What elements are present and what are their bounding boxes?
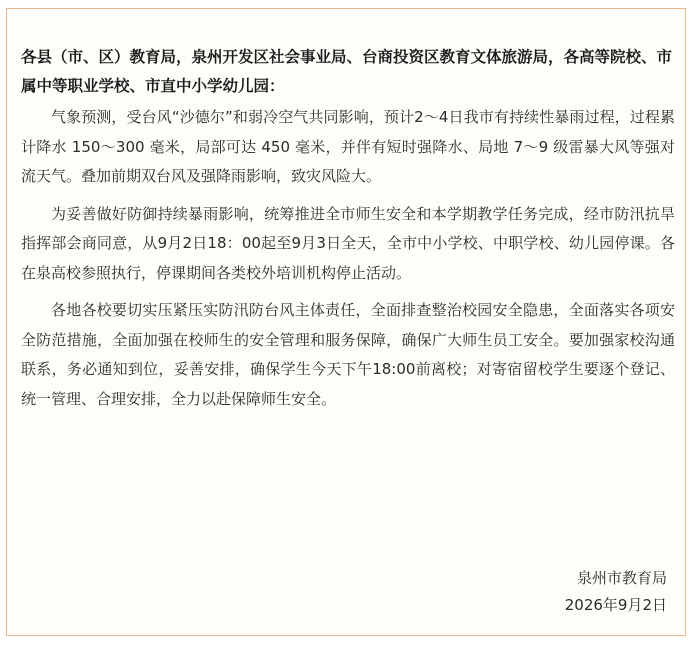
notice-frame	[6, 8, 686, 636]
notice-paragraph-safety: 各地各校要切实压紧压实防汛防台风主体责任，全面排查整治校园安全隐患，全面落实各项安全防范措施，全面加强在校师生的安全管理和服务保障，确保广大师生员工安全。要加强家校沟通联系，务必通知到位，妥善安排，确保学生今天下午18:00前离校；对寄宿留校学生要逐个登记、统一管理、合理安排，全力以赴保障师生安全。	[21, 301, 675, 408]
notice-paragraph-suspension: 为妥善做好防御持续暴雨影响，统筹推进全市师生安全和本学期教学任务完成，经市防汛抗旱指挥部会商同意，从9月2日18：00起至9月3日全天，全市中小学校、中职学校、幼儿园停课。各在泉高校参照执行，停课期间各类校外培训机构停止活动。	[21, 204, 675, 282]
notice-body	[21, 43, 675, 422]
notice-addressee: 各县（市、区）教育局，泉州开发区社会事业局、台商投资区教育文体旅游局，各高等院校、市属中等职业学校、市直中小学幼儿园：	[21, 48, 673, 95]
signature-organization: 泉州市教育局	[576, 569, 667, 587]
signature-date: 2026年9月2日	[564, 596, 667, 614]
notice-paragraph-weather: 气象预测，受台风“沙德尔”和弱冷空气共同影响，预计2～4日我市有持续性暴雨过程，过程累计降水 150～300 毫米，局部可达 450 毫米，并伴有短时强降水、局地 7～9 级雷暴大风等强对流天气。叠加前期双台风及强降雨影响，致灾风险大。	[21, 108, 675, 185]
